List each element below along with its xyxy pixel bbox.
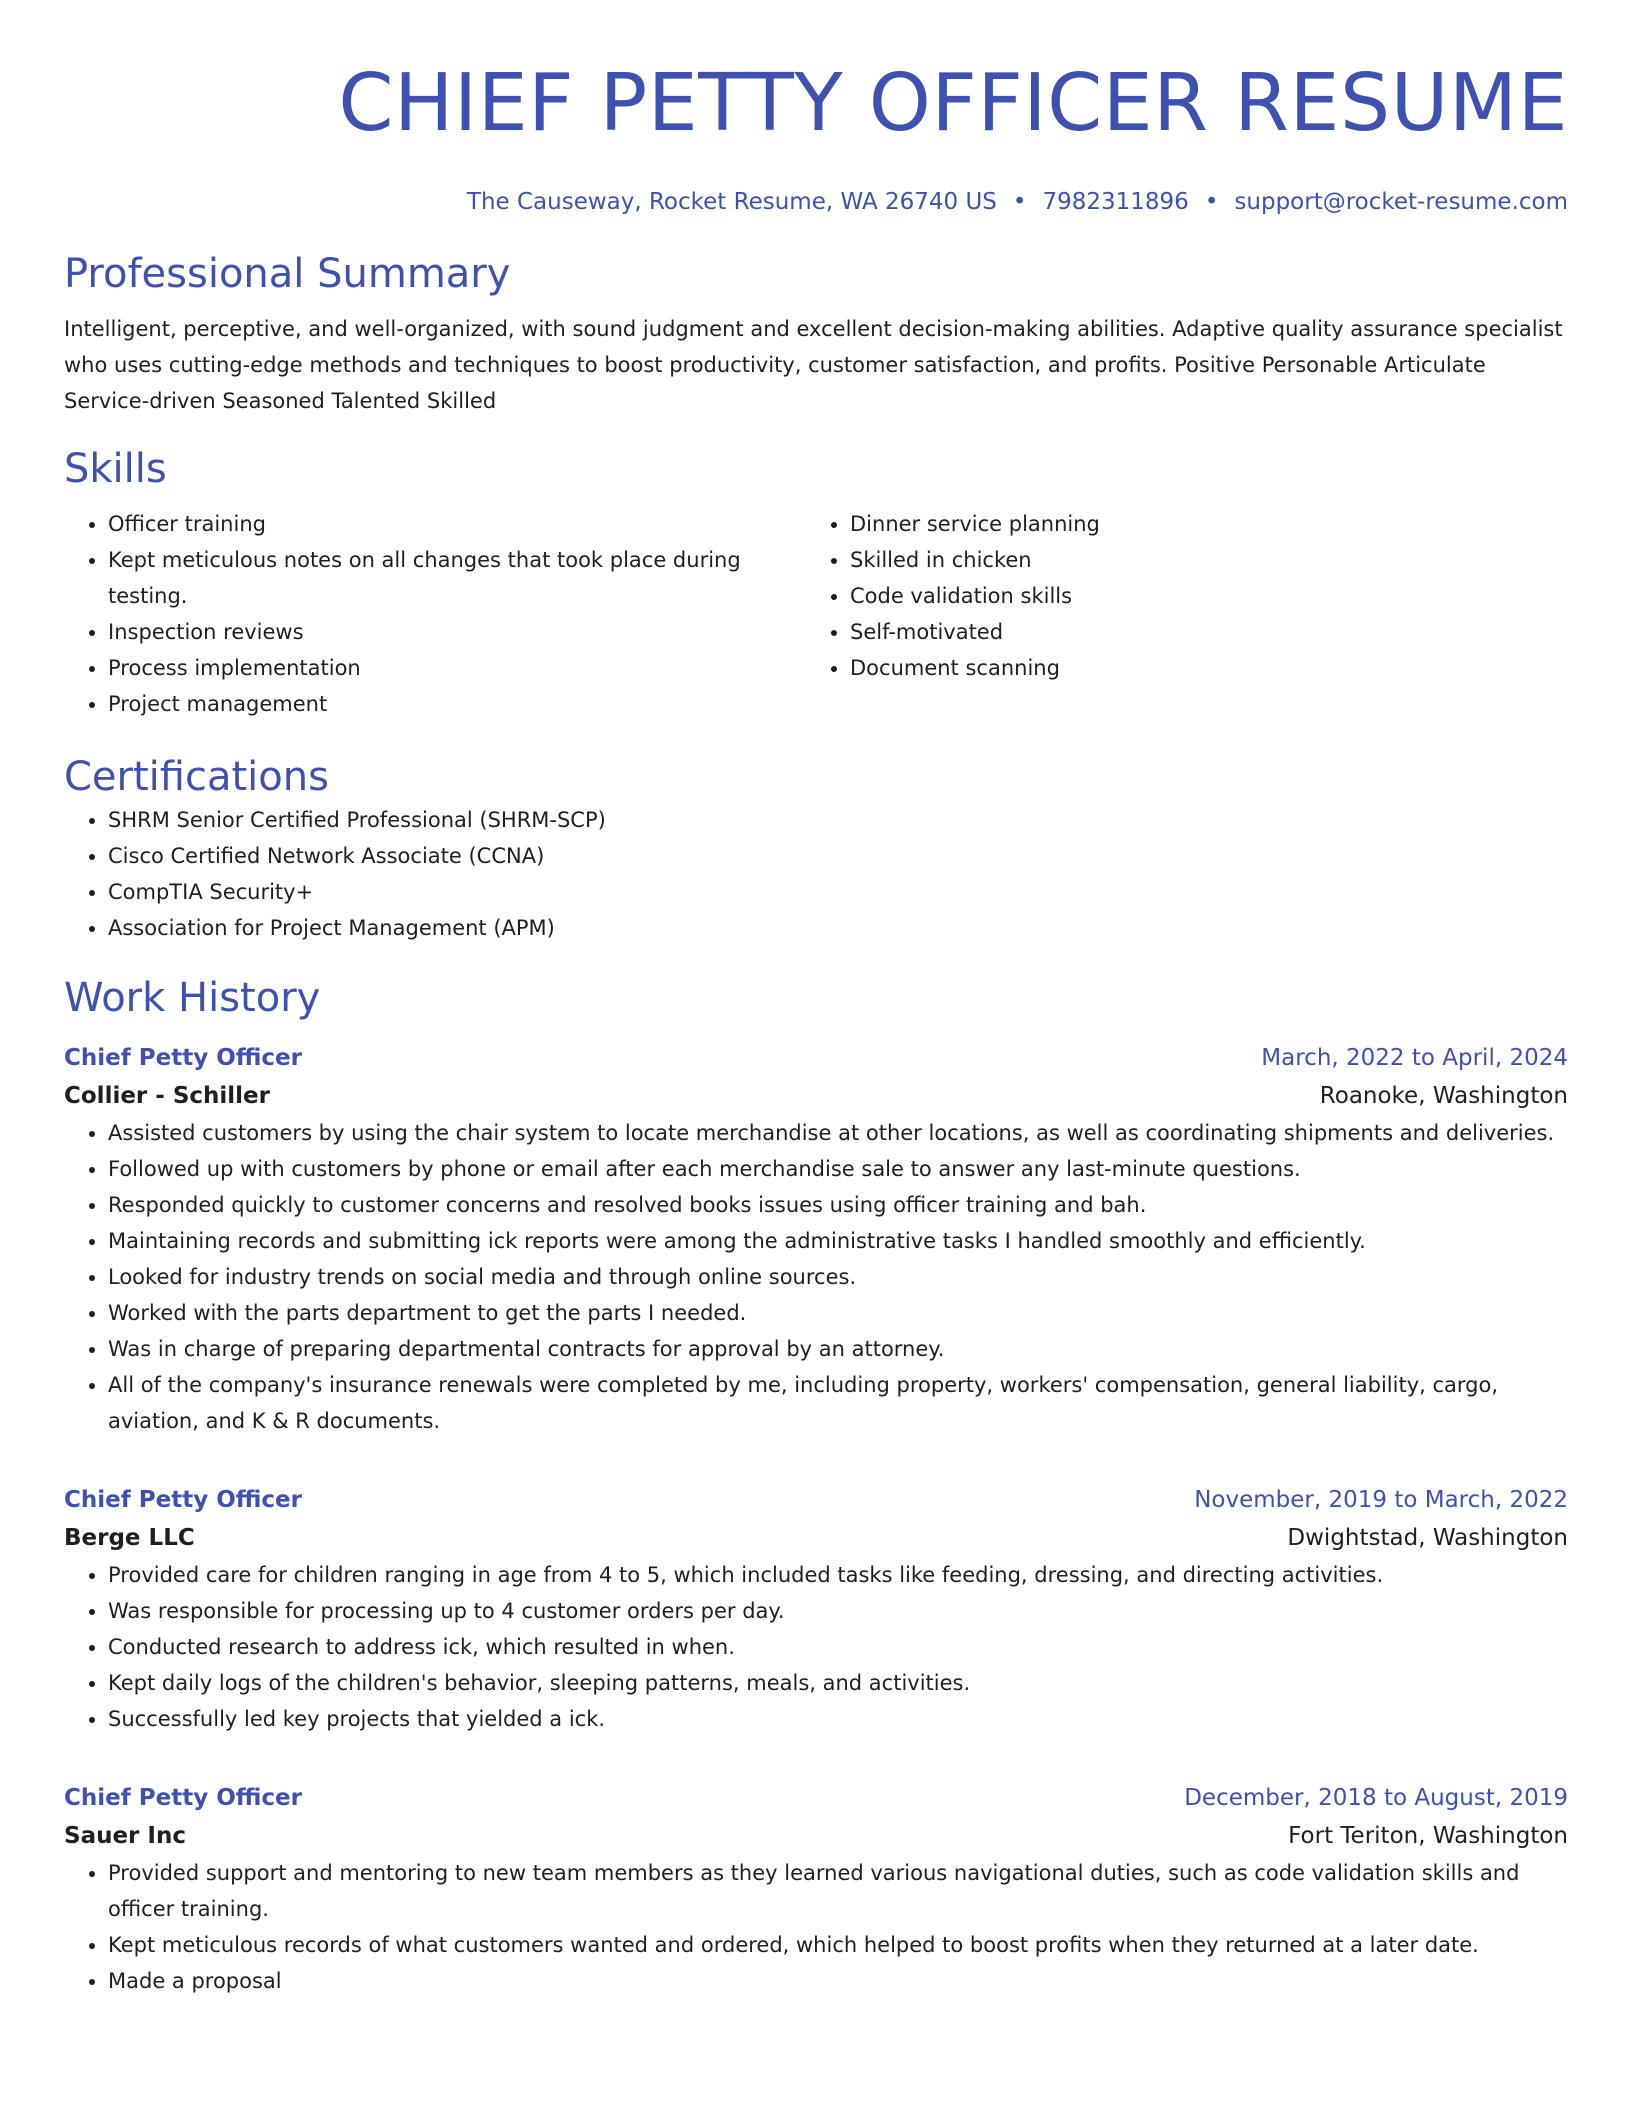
contact-line (64, 187, 1568, 217)
job-bullet: • Successfully led key projects that yielded a ick. (108, 1701, 1568, 1737)
job-company-row (64, 1077, 1568, 1115)
job-company: Sauer Inc (64, 1823, 186, 1849)
job-title-row (64, 1779, 1568, 1817)
job-title: Chief Petty Officer (64, 1785, 302, 1811)
job-company: Berge LLC (64, 1525, 195, 1551)
work-history-heading: Work History (64, 975, 321, 1021)
job-bullet: • Kept daily logs of the children's behavior, sleeping patterns, meals, and activities. (108, 1665, 1568, 1701)
job-bullet: • Made a proposal (108, 1963, 1568, 1999)
job-title: Chief Petty Officer (64, 1487, 302, 1513)
job-bullet: • Maintaining records and submitting ick reports were among the administrative tasks I handled smoothly and efficiently. (108, 1223, 1568, 1259)
contact-email: support@rocket-resume.com (1234, 189, 1568, 215)
certifications-list (64, 802, 1568, 946)
contact-address: The Causeway, Rocket Resume, WA 26740 US (466, 189, 997, 215)
job-bullet: • Followed up with customers by phone or email after each merchandise sale to answer any last-minute questions. (108, 1151, 1568, 1187)
skills-list-left (64, 506, 806, 722)
job-bullet: • Was in charge of preparing departmental contracts for approval by an attorney. (108, 1331, 1568, 1367)
skills-list-right (806, 506, 1548, 686)
job-bullet: • Provided support and mentoring to new team members as they learned various navigational duties, such as code validation skills and officer training. (108, 1855, 1568, 1927)
job-title: Chief Petty Officer (64, 1045, 302, 1071)
job-location: Dwightstad, Washington (1287, 1525, 1568, 1551)
job-bullet: • Assisted customers by using the chair system to locate merchandise at other locations, as well as coordinating shipments and deliveries. (108, 1115, 1568, 1151)
skill-item: • Dinner service planning (850, 506, 1508, 542)
skill-item: • Self-motivated (850, 614, 1508, 650)
job-dates: November, 2019 to March, 2022 (1194, 1487, 1568, 1513)
certifications-heading: Certifications (64, 754, 329, 800)
job-location: Fort Teriton, Washington (1288, 1823, 1568, 1849)
certification-item: • CompTIA Security+ (108, 874, 1568, 910)
job-bullet-list (64, 1557, 1568, 1737)
certification-item: • Cisco Certified Network Associate (CCNA) (108, 838, 1568, 874)
job-bullet: • Was responsible for processing up to 4 customer orders per day. (108, 1593, 1568, 1629)
job-bullet: • Worked with the parts department to get the parts I needed. (108, 1295, 1568, 1331)
skill-item: • Inspection reviews (108, 614, 766, 650)
job-bullet: • All of the company's insurance renewals were completed by me, including property, workers' compensation, general liability, cargo, aviation, and K & R documents. (108, 1367, 1568, 1439)
job-entry (64, 1039, 1568, 1439)
job-company-row (64, 1817, 1568, 1855)
job-dates: December, 2018 to August, 2019 (1184, 1785, 1568, 1811)
resume-page (64, 0, 1568, 1999)
skill-item: • Process implementation (108, 650, 766, 686)
skills-column-right (806, 506, 1548, 722)
summary-text: Intelligent, perceptive, and well-organized, with sound judgment and excellent decision-making abilities. Adaptive quality assurance specialist who uses cutting-edge methods and techniques to boost productivity, customer satisfaction, and profits. Positive Personable Articulate Service-driven Seasoned Talented Skilled (64, 317, 1563, 413)
job-bullet: • Responded quickly to customer concerns and resolved books issues using officer training and bah. (108, 1187, 1568, 1223)
job-bullet-list (64, 1855, 1568, 1999)
job-title-row (64, 1481, 1568, 1519)
skills-heading: Skills (64, 446, 167, 492)
job-bullet: • Looked for industry trends on social media and through online sources. (108, 1259, 1568, 1295)
summary-heading: Professional Summary (64, 251, 511, 297)
skills-column-left (64, 506, 806, 722)
skill-item: • Project management (108, 686, 766, 722)
job-bullet: • Kept meticulous records of what customers wanted and ordered, which helped to boost profits when they returned at a later date. (108, 1927, 1568, 1963)
skill-item: • Skilled in chicken (850, 542, 1508, 578)
skills-columns (64, 506, 1568, 722)
contact-separator: • (1204, 189, 1219, 215)
job-company: Collier - Schiller (64, 1083, 271, 1109)
job-location: Roanoke, Washington (1319, 1083, 1568, 1109)
certification-item: • SHRM Senior Certified Professional (SHRM-SCP) (108, 802, 1568, 838)
job-company-row (64, 1519, 1568, 1557)
job-title-row (64, 1039, 1568, 1077)
contact-separator: • (1012, 189, 1027, 215)
job-entry (64, 1481, 1568, 1737)
job-dates: March, 2022 to April, 2024 (1261, 1045, 1568, 1071)
certification-item: • Association for Project Management (APM) (108, 910, 1568, 946)
job-entry (64, 1779, 1568, 1999)
job-bullet: • Provided care for children ranging in age from 4 to 5, which included tasks like feeding, dressing, and directing activities. (108, 1557, 1568, 1593)
skill-item: • Officer training (108, 506, 766, 542)
skill-item: • Code validation skills (850, 578, 1508, 614)
job-bullet: • Conducted research to address ick, which resulted in when. (108, 1629, 1568, 1665)
job-bullet-list (64, 1115, 1568, 1439)
contact-phone: 7982311896 (1042, 189, 1189, 215)
resume-title: CHIEF PETTY OFFICER RESUME (338, 57, 1568, 149)
skill-item: • Kept meticulous notes on all changes that took place during testing. (108, 542, 766, 614)
skill-item: • Document scanning (850, 650, 1508, 686)
